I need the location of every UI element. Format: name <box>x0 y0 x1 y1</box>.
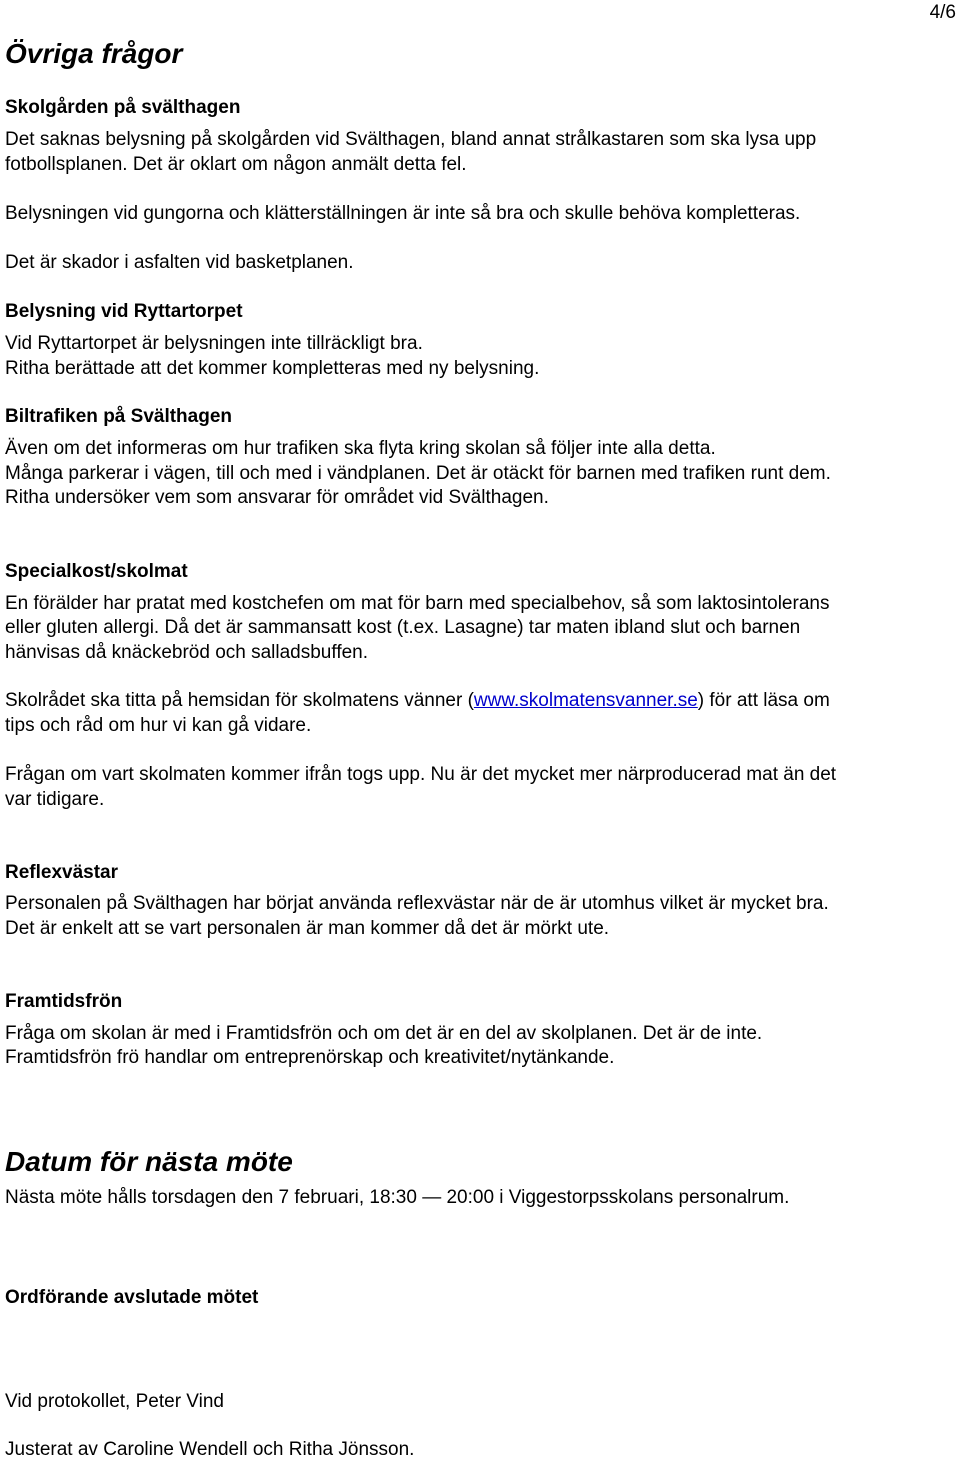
closing-heading: Ordförande avslutade mötet <box>5 1287 259 1308</box>
next-meeting-text: Nästa möte hålls torsdagen den 7 februari, 18:30 — 20:00 i Viggestorpsskolans personalrum. <box>5 1187 790 1208</box>
heading-traffic: Biltrafiken på Svälthagen <box>5 406 233 427</box>
paragraph-line: Personalen på Svälthagen har börjat använda reflexvästar när de är utomhus vilket är mycket bra. <box>5 893 829 914</box>
paragraph-line: Frågan om vart skolmaten kommer ifrån togs upp. Nu är det mycket mer närproducerad mat än det <box>5 764 837 785</box>
paragraph-line: Det är skador i asfalten vid basketplanen. <box>5 252 354 273</box>
paragraph-line: Många parkerar i vägen, till och med i vändplanen. Det är otäckt för barnen med trafiken runt dem. <box>5 463 831 484</box>
paragraph-line: En förälder har pratat med kostchefen om mat för barn med specialbehov, så som laktosintolerans <box>5 593 830 614</box>
paragraph-line: Vid Ryttartorpet är belysningen inte tillräckligt bra. <box>5 333 423 354</box>
paragraph-line: tips och råd om hur vi kan gå vidare. <box>5 715 312 736</box>
heading-special-diet: Specialkost/skolmat <box>5 561 188 582</box>
section-title-next-meeting: Datum för nästa möte <box>5 1146 293 1177</box>
paragraph-line: Det saknas belysning på skolgården vid Svälthagen, bland annat strålkastaren som ska lysa upp <box>5 129 817 150</box>
heading-ryttartorpet: Belysning vid Ryttartorpet <box>5 301 243 322</box>
paragraph-line: Fråga om skolan är med i Framtidsfrön och om det är en del av skolplanen. Det är de inte. <box>5 1023 763 1044</box>
paragraph-line: Det är enkelt att se vart personalen är man kommer då det är mörkt ute. <box>5 918 610 939</box>
paragraph-line: Ritha berättade att det kommer kompletteras med ny belysning. <box>5 358 540 379</box>
paragraph-line-with-link <box>5 688 830 713</box>
paragraph-line: Även om det informeras om hur trafiken ska flyta kring skolan så följer inte alla detta. <box>5 438 716 459</box>
page-number: 4/6 <box>929 2 956 23</box>
text-before-link: Skolrådet ska titta på hemsidan för skolmatens vänner ( <box>5 690 474 711</box>
paragraph-line: hänvisas då knäckebröd och salladsbuffen. <box>5 642 369 663</box>
heading-framtidsfron: Framtidsfrön <box>5 991 123 1012</box>
paragraph-line: Belysningen vid gungorna och klätterställningen är inte så bra och skulle behöva kompletteras. <box>5 203 801 224</box>
protocol-signature: Vid protokollet, Peter Vind <box>5 1391 224 1412</box>
heading-schoolyard: Skolgården på svälthagen <box>5 97 241 118</box>
heading-reflective-vests: Reflexvästar <box>5 862 119 883</box>
verified-signature: Justerat av Caroline Wendell och Ritha Jönsson. <box>5 1439 415 1460</box>
text-after-link: ) för att läsa om <box>697 690 830 711</box>
paragraph-line: Ritha undersöker vem som ansvarar för området vid Svälthagen. <box>5 487 549 508</box>
paragraph-line: Framtidsfrön frö handlar om entreprenörskap och kreativitet/nytänkande. <box>5 1047 615 1068</box>
paragraph-line: fotbollsplanen. Det är oklart om någon anmält detta fel. <box>5 154 467 175</box>
paragraph-line: var tidigare. <box>5 789 105 810</box>
section-title-other-questions: Övriga frågor <box>5 38 183 69</box>
skolmatensvanner-link[interactable]: www.skolmatensvanner.se <box>473 690 698 711</box>
paragraph-line: eller gluten allergi. Då det är sammansatt kost (t.ex. Lasagne) tar maten ibland slut och barnen <box>5 617 801 638</box>
